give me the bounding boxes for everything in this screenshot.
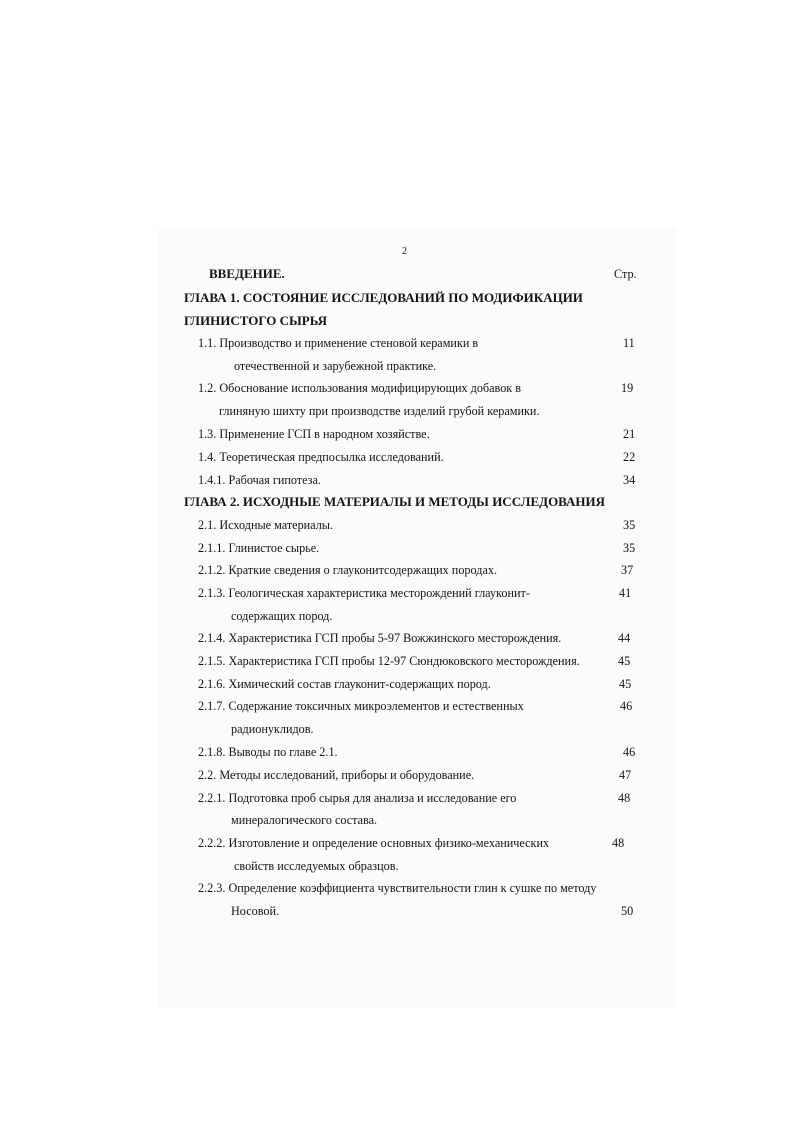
toc-page-1-2: 19: [621, 381, 634, 395]
toc-page-1-1: 11: [623, 336, 635, 350]
page-column-label: Стр.: [614, 267, 637, 281]
toc-entry-1-3: 1.3. Применение ГСП в народном хозяйстве.: [198, 427, 430, 441]
toc-entry-2-1-7: 2.1.7. Содержание токсичных микроэлементов и естественных: [198, 699, 524, 713]
toc-entry-2-1-3-cont: содержащих пород.: [231, 609, 333, 623]
toc-page-2-2-1: 48: [618, 791, 631, 805]
toc-page-2-1-7: 46: [620, 699, 633, 713]
toc-entry-2-1-3: 2.1.3. Геологическая характеристика месторождений глауконит-: [198, 586, 530, 600]
toc-page-2-1-5: 45: [618, 654, 631, 668]
toc-page-2-2-2: 48: [612, 836, 625, 850]
page-number: 2: [402, 246, 407, 257]
toc-page-2-2-3: 50: [621, 904, 634, 918]
toc-entry-2-1-5: 2.1.5. Характеристика ГСП пробы 12-97 Сюндюковского месторождения.: [198, 654, 580, 668]
toc-entry-2-1-8: 2.1.8. Выводы по главе 2.1.: [198, 745, 338, 759]
toc-entry-2-2-3-cont: Носовой.: [231, 904, 280, 918]
toc-entry-1-2-cont: глиняную шихту при производстве изделий грубой керамики.: [219, 404, 540, 418]
toc-entry-1-1: 1.1. Производство и применение стеновой керамики в: [198, 336, 479, 350]
toc-entry-2-2-3: 2.2.3. Определение коэффициента чувствительности глин к сушке по методу: [198, 881, 597, 895]
toc-entry-2-2-2: 2.2.2. Изготовление и определение основных физико-механических: [198, 836, 550, 850]
toc-page-2-1-2: 37: [621, 563, 634, 577]
toc-entry-2-1-4: 2.1.4. Характеристика ГСП пробы 5-97 Вожжинского месторождения.: [198, 631, 562, 645]
toc-entry-2-1-7-cont: радионуклидов.: [231, 722, 314, 736]
toc-page-2-1-4: 44: [618, 631, 631, 645]
toc-page-1-4: 22: [623, 450, 636, 464]
toc-entry-2-2: 2.2. Методы исследований, приборы и оборудование.: [198, 768, 475, 782]
toc-page-2-1-1: 35: [623, 541, 636, 555]
toc-entry-2-2-2-cont: свойств исследуемых образцов.: [234, 859, 399, 873]
toc-page-2-2: 47: [619, 768, 632, 782]
toc-page-2-1-6: 45: [619, 677, 632, 691]
toc-entry-1-4: 1.4. Теоретическая предпосылка исследований.: [198, 450, 444, 464]
toc-page-2-1-3: 41: [619, 586, 632, 600]
toc-entry-2-2-1-cont: минералогического состава.: [231, 813, 378, 827]
chapter-2-title: ГЛАВА 2. ИСХОДНЫЕ МАТЕРИАЛЫ И МЕТОДЫ ИССЛЕДОВАНИЯ: [184, 494, 606, 509]
toc-entry-2-1-1: 2.1.1. Глинистое сырье.: [198, 541, 320, 555]
toc-entry-2-1-2: 2.1.2. Краткие сведения о глауконитсодержащих породах.: [198, 563, 497, 577]
toc-entry-1-1-cont: отечественной и зарубежной практике.: [234, 359, 437, 373]
toc-entry-1-2: 1.2. Обоснование использования модифицирующих добавок в: [198, 381, 522, 395]
toc-entry-2-1: 2.1. Исходные материалы.: [198, 518, 334, 532]
toc-entry-2-2-1: 2.2.1. Подготовка проб сырья для анализа и исследование его: [198, 791, 517, 805]
toc-page-2-1: 35: [623, 518, 636, 532]
toc-page-2-1-8: 46: [623, 745, 636, 759]
toc-page-1-4-1: 34: [623, 473, 636, 487]
toc-page-1-3: 21: [623, 427, 636, 441]
toc-entry-1-4-1: 1.4.1. Рабочая гипотеза.: [198, 473, 321, 487]
chapter-1-title-line1: ГЛАВА 1. СОСТОЯНИЕ ИССЛЕДОВАНИЙ ПО МОДИФИКАЦИИ: [184, 290, 583, 305]
toc-entry-2-1-6: 2.1.6. Химический состав глауконит-содержащих пород.: [198, 677, 491, 691]
intro-heading: ВВЕДЕНИЕ.: [209, 266, 285, 281]
chapter-1-title-line2: ГЛИНИСТОГО СЫРЬЯ: [184, 313, 328, 328]
